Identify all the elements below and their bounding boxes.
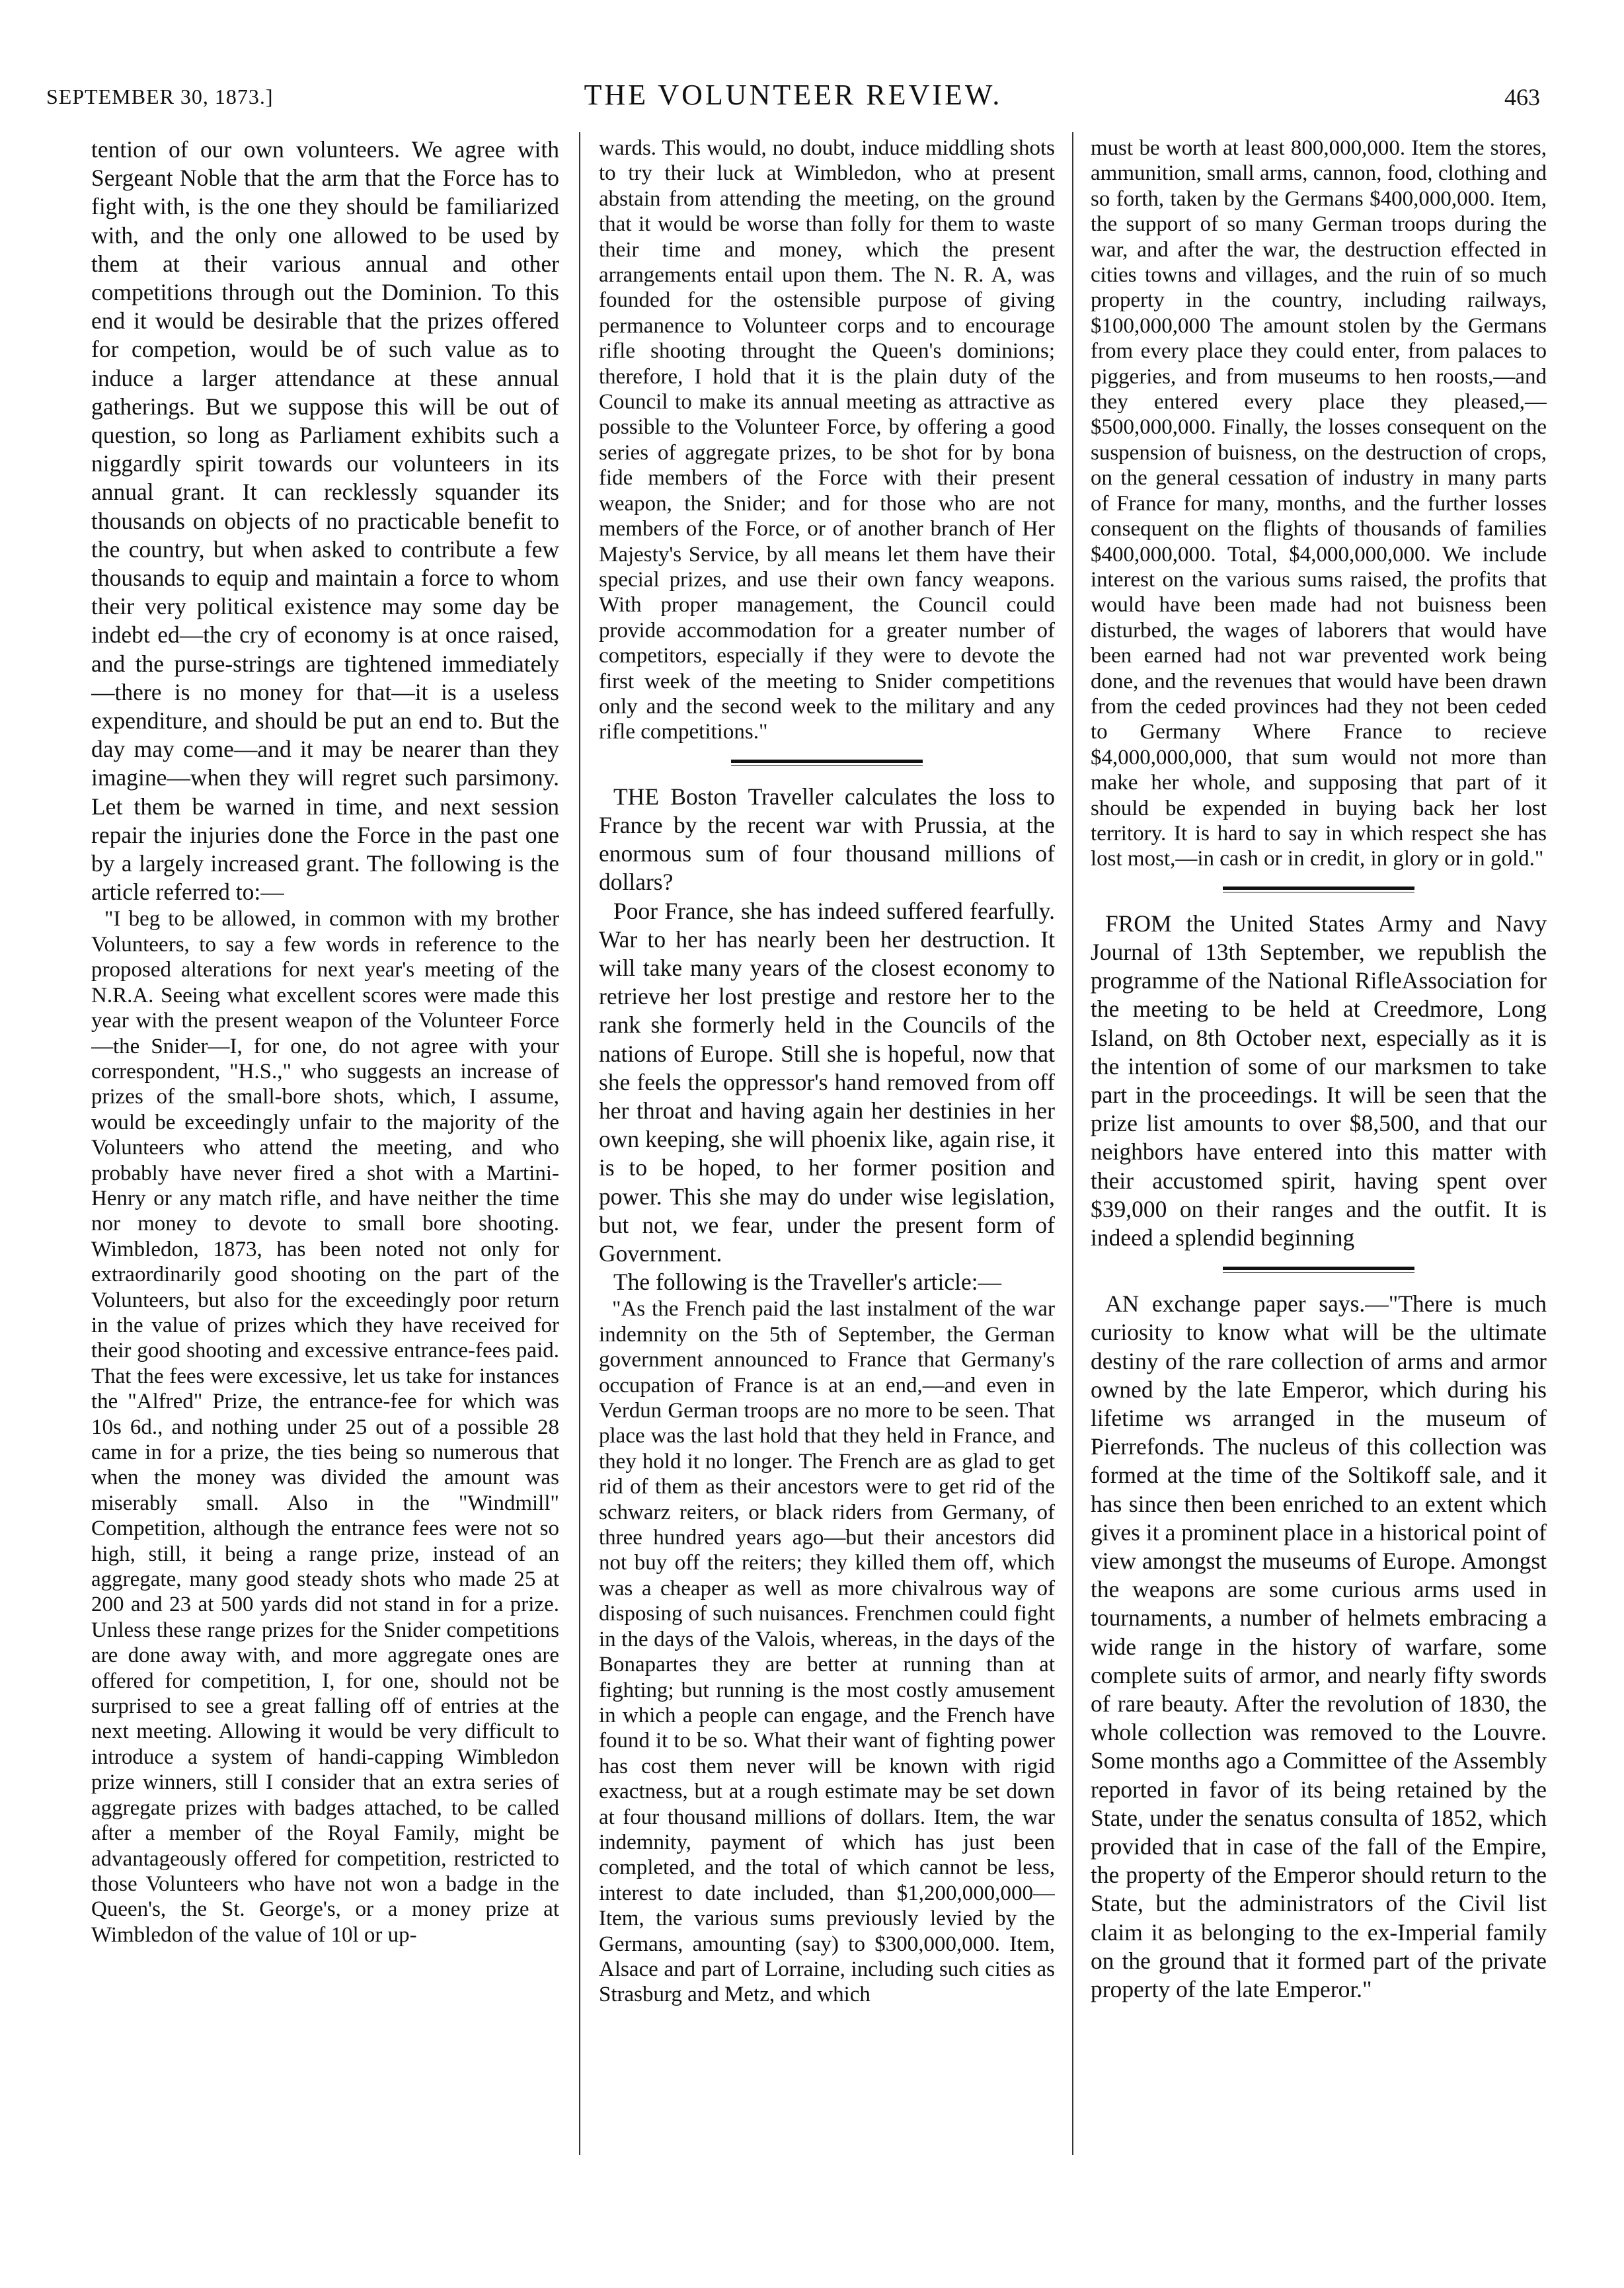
section-separator [731,760,923,766]
column-3 [1091,136,1547,2172]
editorial-paragraph: tention of our own volunteers. We agree with Sergeant Noble that the arm that the Force has to fight with, is the one they should be familiarized with, and the only one allowed to be used by them at their various annual and other competitions through out the Dominion. To this end it would be desirable that the prizes offered for competion, would be of such value as to induce a larger attendance at these annual gatherings. But we suppose this will be out of question, so long as Parliament exhibits such a niggardly spirit towards our volunteers in its annual grant. It can recklessly squander its thousands on objects of no practicable benefit to the country, but when asked to contribute a few thousands to equip and maintain a force to whom their very political existence may some day be indebt ed—the cry of economy is at once raised, and the purse-strings are tightened immediately—there is no money for that—it is a useless expenditure, and should be put an end to. But the day may come—and it may be nearer than they imagine—when they will regret such parsimony. Let them be warned in time, and next session repair the injuries done the Force in the past one by a largely increased grant. The following is the article referred to:— [91,136,559,906]
section-separator [1223,887,1414,892]
traveller-article-continued: must be worth at least 800,000,000. Item the stores, ammunition, small arms, cannon, food, clothing and so forth, taken by the Germans $400,000,000. Item, the support of so many German troops during the war, and after the war, the destruction effected in cities towns and villages, and the ruin of so much property in the country, including railways, $100,000,000 The amount stolen by the Germans from every place they could enter, from palaces to piggeries, and from museums to hen roosts,—and they entered every place they pleased,—$500,000,000. Finally, the losses consequent on the suspension of buisness, on the destruction of crops, on the general cessation of industry in many parts of France for many, months, and the further losses consequent on the flights of thousands of families $400,000,000. Total, $4,000,000,000. We include interest on the various sums raised, the profits that would have been made had not buisness been disturbed, the wages of laborers that would have been earned had not war prevented work being done, and the revenues that would have been drawn from the ceded provinces had they not been ceded to Germany Where France to recieve $4,000,000,000, that sum would not more than make her whole, and supposing that part of it should be expended in buying back her lost territory. It is hard to say in which respect she has lost most,—in cash or in credit, in glory or in gold." [1091,136,1547,871]
traveller-article: "As the French paid the last instalment of the war indemnity on the 5th of September, the German government announced to France that Germany's occupation of France is at an end,—and even in Verdun German troops are no more to be seen. That place was the last hold that they held in France, and they hold it no longer. The French are as glad to get rid of them as their ancestors were to get rid of the schwarz reiters, or black riders from Germany, of three hundred years ago—but their ancestors did not buy off the reiters; they killed them off, which was a cheaper as well as more chivalrous way of disposing of such nuisances. Frenchmen could fight in the days of the Valois, whereas, in the days of the Bonapartes they are better at running than at fighting; but running is the most costly amusement in which a people can engage, and the French have found it to be so. What their want of fighting power has cost them never will be known with rigid exactness, but at a rough estimate may be set down at four thousand millions of dollars. Item, the war indemnity, payment of which has just been completed, and the total of which cannot be less, interest to date included, than $1,200,000,000—Item, the various sums previously levied by the Germans, amounting (say) to $300,000,000. Item, Alsace and part of Lorraine, including such cities as Strasburg and Metz, and which [599,1297,1055,2007]
poor-france-paragraph: Poor France, she has indeed suffered fearfully. War to her has nearly been her destruction. It will take many years of the closest economy to retrieve her lost prestige and restore her to the rank she formerly held in the Councils of the nations of Europe. Still she is hopeful, now that she feels the oppressor's hand removed from off her throat and having again her destinies in her own keeping, she will phoenix like, again rise, it is to be hoped, to her former position and power. This she may do under wise legislation, but not, we fear, under the present form of Government. [599,897,1055,1267]
issue-date: SEPTEMBER 30, 1873.] [46,85,274,108]
section-separator [1223,1267,1414,1273]
exchange-paper-paragraph: AN exchange paper says.—"There is much curiosity to know what will be the ultimate destiny of the rare collection of arms and armor owned by the late Emperor, which during his lifetime ws arranged in the museum of Pierrefonds. The nucleus of this collection was formed at the time of the Soltikoff sale, and it has since then been enriched to an extent which gives it a prominent place in a historical point of view amongst the museums of Europe. Amongst the weapons are some curious arms used in tournaments, a number of helmets embracing a wide range in the history of warfare, some complete suits of armor, and nearly fifty swords of rare beauty. After the revolution of 1830, the whole collection was removed to the Louvre. Some months ago a Committee of the Assembly reported in favor of its being retained by the State, under the senatus consulta of 1852, which provided that in case of the fall of the Empire, the property of the Emperor should return to the State, but the administrators of the Civil list claim it as belonging to the ex-Imperial family on the ground that it formed part of the private property of the late Emperor." [1091,1290,1547,2003]
boston-traveller-intro: THE Boston Traveller calculates the loss to France by the recent war with Prussia, at the enormous sum of four thousand millions of dollars? [599,783,1055,896]
page-number: 463 [1504,84,1540,110]
volunteer-letter: "I beg to be allowed, in common with my brother Volunteers, to say a few words in reference to the proposed alterations for next year's meeting of the N.R.A. Seeing what excellent scores were made this year with the present weapon of the Volunteer Force—the Snider—I, for one, do not agree with your correspondent, "H.S.," who suggests an increase of prizes of the small-bore shots, which, I assume, would be exceedingly unfair to the majority of the Volunteers who attend the meeting, and who probably have never fired a shot with a Martini-Henry or any match rifle, and have neither the time nor money to devote to small bore shooting. Wimbledon, 1873, has been noted not only for extraordinarily good shooting on the part of the Volunteers, but also for the exceedingly poor return in the value of prizes which they have received for their good shooting and excessive entrance-fees paid. That the fees were excessive, let us take for instances the "Alfred" Prize, the entrance-fee for which was 10s 6d., and nothing under 25 out of a possible 28 came in for a prize, the ties being so numerous that when the money was divided the amount was miserably small. Also in the "Windmill" Competition, although the entrance fees were not so high, still, it being a range prize, instead of an aggregate, many good steady shots who made 25 at 200 and 23 at 500 yards did not stand in for a prize. Unless these range prizes for the Snider competitions are done away with, and more aggregate ones are offered for competition, I, for one, should not be surprised to see a great falling off of entries at the next meeting. Allowing it would be very difficult to introduce a system of handi-capping Wimbledon prize winners, still I consider that an extra series of aggregate prizes with badges attached, to be called after a member of the Royal Family, might be advantageously offered for competition, restricted to those Volunteers who have not won a badge in the Queen's, the St. George's, or a money prize at Wimbledon of the value of 10l or up- [91,907,559,1947]
masthead: THE VOLUNTEER REVIEW. [584,79,1003,111]
traveller-article-intro: The following is the Traveller's article:— [613,1269,1002,1296]
column-1 [91,136,559,2172]
volunteer-letter-continued: wards. This would, no doubt, induce middling shots to try their luck at Wimbledon, who at present abstain from attending the meeting, on the ground that it would be worse than folly for them to waste their time and money, which the present arrangements entail upon them. The N. R. A, was founded for the ostensible purpose of giving permanence to Volunteer corps and to encourage rifle shooting throught the Queen's dominions; therefore, I hold that it is the plain duty of the Council to make its annual meeting as attractive as possible to the Volunteer Force, by offering a good series of aggregate prizes, to be shot for by bona fide members of the Force with their present weapon, the Snider; and for those who are not members of the Force, or of another branch of Her Majesty's Service, by all means let them have their special prizes, and use their own fancy weapons. With proper management, the Council could provide accommodation for a greater number of competitors, especially if they were to devote the first week of the meeting to Snider competitions only and the second week to the military and any rifle competitions." [599,136,1055,744]
page-header [46,73,1540,119]
army-navy-journal-paragraph: FROM the United States Army and Navy Journal of 13th September, we republish the programme of the National RifleAssociation for the meeting to be held at Creedmore, Long Island, on 8th October next, especially as it is the intention of some of our marksmen to take part in the proceedings. It will be seen that the prize list amounts to over $8,500, and that our neighbors have entered into this matter with their accustomed spirit, having spent over $39,000 on their ranges and the outfit. It is indeed a splendid beginning [1091,910,1547,1251]
column-divider-1 [579,132,580,2155]
column-divider-2 [1072,132,1073,2155]
column-2 [599,136,1055,2172]
